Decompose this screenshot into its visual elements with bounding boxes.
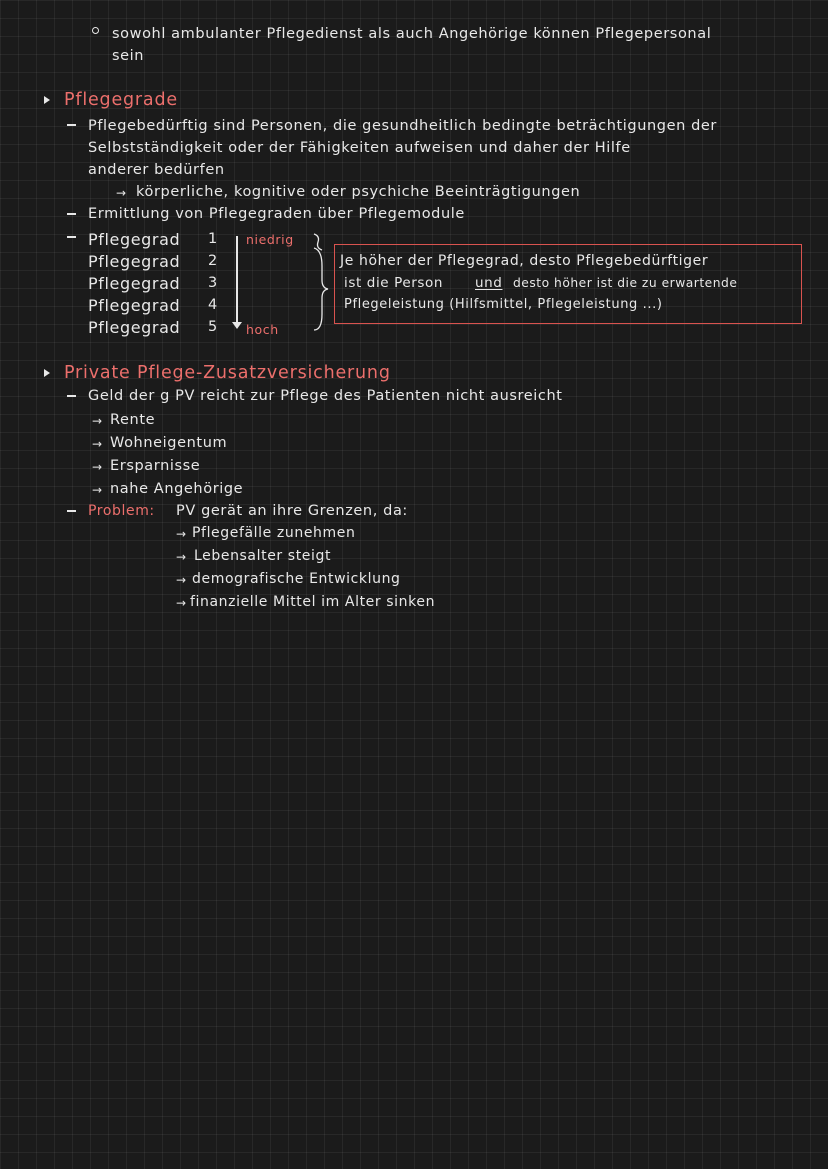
- intro-line-2: sein: [112, 48, 145, 64]
- problem-label: Problem:: [88, 503, 155, 519]
- problem-text: PV gerät an ihre Grenzen, da:: [176, 503, 408, 519]
- box-line-1: Je höher der Pflegegrad, desto Pflegebedürftiger: [340, 253, 709, 269]
- reason-3: demografische Entwicklung: [192, 571, 401, 587]
- triangle-bullet-icon: [44, 96, 50, 104]
- arrow-right-icon: →: [92, 414, 103, 428]
- reason-2: Lebensalter steigt: [194, 548, 332, 564]
- section-heading-private: Private Pflege-Zusatzversicherung: [64, 363, 391, 383]
- scale-high-label: hoch: [246, 322, 279, 337]
- grade-label-5: Pflegegrad: [88, 318, 181, 337]
- grade-num-3: 3: [208, 275, 218, 291]
- grade-label-2: Pflegegrad: [88, 252, 181, 271]
- grade-num-5: 5: [208, 319, 218, 335]
- circle-bullet: [92, 27, 99, 34]
- arrow-right-icon: →: [176, 573, 187, 587]
- arrow-right-icon: →: [92, 483, 103, 497]
- dash-bullet: [67, 510, 76, 512]
- curly-brace-icon: [310, 246, 332, 332]
- scale-arrow-down-icon: [232, 322, 242, 329]
- dash-bullet: [67, 395, 76, 397]
- dash-bullet: [67, 236, 76, 238]
- arrow-right-icon: →: [116, 186, 127, 200]
- reason-1: Pflegefälle zunehmen: [192, 525, 356, 541]
- dash-bullet: [67, 213, 76, 215]
- arrow-right-icon: →: [92, 437, 103, 451]
- definition-sub: körperliche, kognitive oder psychiche Beeinträgtigungen: [136, 184, 581, 200]
- dash-bullet: [67, 124, 76, 126]
- geld-text: Geld der g PV reicht zur Pflege des Patienten nicht ausreicht: [88, 388, 563, 404]
- triangle-bullet-icon: [44, 369, 50, 377]
- box-line-2a: ist die Person: [344, 275, 444, 291]
- ermittlung-text: Ermittlung von Pflegegraden über Pflegemodule: [88, 206, 465, 222]
- scale-low-label: niedrig: [246, 232, 294, 247]
- grade-num-2: 2: [208, 253, 218, 269]
- grade-label-3: Pflegegrad: [88, 274, 181, 293]
- box-line-3: Pflegeleistung (Hilfsmittel, Pflegeleistung ...): [344, 297, 663, 312]
- arrow-right-icon: →: [176, 527, 187, 541]
- section-heading-pflegegrade: Pflegegrade: [64, 90, 178, 110]
- scale-line: [236, 236, 238, 324]
- arrow-right-icon: →: [176, 596, 187, 610]
- arrow-right-icon: →: [92, 460, 103, 474]
- list-item-rente: Rente: [110, 412, 156, 428]
- definition-line-1: Pflegebedürftig sind Personen, die gesundheitlich bedingte beträchtigungen der: [88, 118, 717, 134]
- grade-label-1: Pflegegrad: [88, 230, 181, 249]
- box-line-2-und: und: [475, 275, 503, 291]
- intro-line-1: sowohl ambulanter Pflegedienst als auch Angehörige können Pflegepersonal: [112, 26, 712, 42]
- list-item-wohneigentum: Wohneigentum: [110, 435, 228, 451]
- grade-num-1: 1: [208, 231, 218, 247]
- box-line-2b: desto höher ist die zu erwartende: [513, 276, 738, 290]
- grade-num-4: 4: [208, 297, 218, 313]
- definition-line-2: Selbstständigkeit oder der Fähigkeiten aufweisen und daher der Hilfe: [88, 140, 631, 156]
- list-item-ersparnisse: Ersparnisse: [110, 458, 201, 474]
- definition-line-3: anderer bedürfen: [88, 162, 225, 178]
- reason-4: finanzielle Mittel im Alter sinken: [190, 594, 436, 610]
- arrow-right-icon: →: [176, 550, 187, 564]
- list-item-angehoerige: nahe Angehörige: [110, 481, 244, 497]
- grade-label-4: Pflegegrad: [88, 296, 181, 315]
